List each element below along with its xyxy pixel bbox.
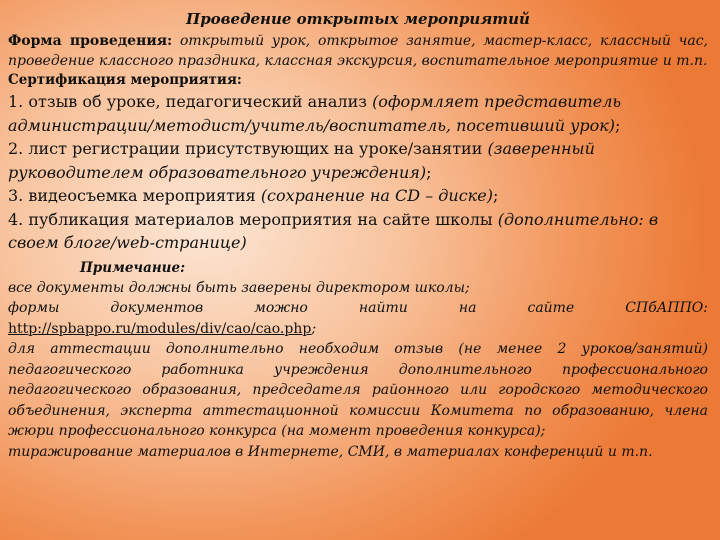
- note-link-tail: ;: [311, 320, 317, 337]
- certification-item-2: [8, 137, 708, 184]
- certification-item-3: [8, 184, 708, 208]
- item-tail: ;: [426, 162, 432, 182]
- note-line-4: тиражирование материалов в Интернете, СМИ, в материалах конференций и т.п.: [8, 443, 653, 460]
- certification-item-4: [8, 208, 708, 255]
- item-lead: видеосъемка мероприятия: [23, 186, 261, 205]
- item-number: 2.: [8, 139, 24, 158]
- certification-item-1: [8, 90, 708, 137]
- certification-heading: Сертификация мероприятия:: [8, 72, 242, 88]
- note-line-2-text: формы документов можно найти на сайте СПбАППО:: [8, 300, 708, 316]
- item-lead: лист регистрации присутствующих на уроке/занятии: [23, 139, 488, 158]
- item-lead: отзыв об уроке, педагогический анализ: [23, 92, 373, 111]
- item-number: 3.: [8, 186, 24, 205]
- note-line-3: для аттестации дополнительно необходим отзыв (не менее 2 уроков/занятий) педагогического работника учреждения дополнительного профессионального педагогического образования, председателя районного или городского методического объединения, эксперта аттестационной комиссии Комитета по образованию, члена жюри профессионального конкурса (на момент проведения конкурса);: [8, 341, 708, 439]
- item-tail: ;: [492, 186, 499, 205]
- forms-text: открытый урок, открытое занятие, мастер-класс, классный час, проведение классного праздника, классная экскурсия, воспитательное мероприятие и т.п.: [8, 33, 708, 69]
- slide: [8, 10, 708, 462]
- item-paren: (оформляет представитель администрации/методист/учитель/воспитатель, посетивший урок): [8, 92, 622, 135]
- item-paren: (дополнительно: в своем блоге/web-странице): [8, 209, 659, 252]
- cao-link[interactable]: http://spbappo.ru/modules/div/cao/cao.php: [8, 320, 312, 337]
- item-number: 4.: [8, 209, 24, 229]
- forms-label: Форма проведения:: [8, 33, 173, 49]
- slide-title: Проведение открытых мероприятий: [186, 10, 530, 28]
- item-paren: (сохранение на CD – диске): [260, 186, 493, 205]
- item-paren: (заверенный руководителем образовательного учреждения): [8, 139, 595, 182]
- forms-paragraph: [8, 31, 708, 71]
- item-tail: ;: [615, 115, 621, 135]
- note-line-1: все документы должны быть заверены директором школы;: [8, 279, 470, 296]
- note-line-2: [8, 298, 708, 339]
- item-lead: публикация материалов мероприятия на сайте школы: [23, 209, 498, 229]
- notes-block: [8, 278, 708, 463]
- notes-heading: Примечание:: [80, 259, 186, 276]
- item-number: 1.: [8, 92, 24, 111]
